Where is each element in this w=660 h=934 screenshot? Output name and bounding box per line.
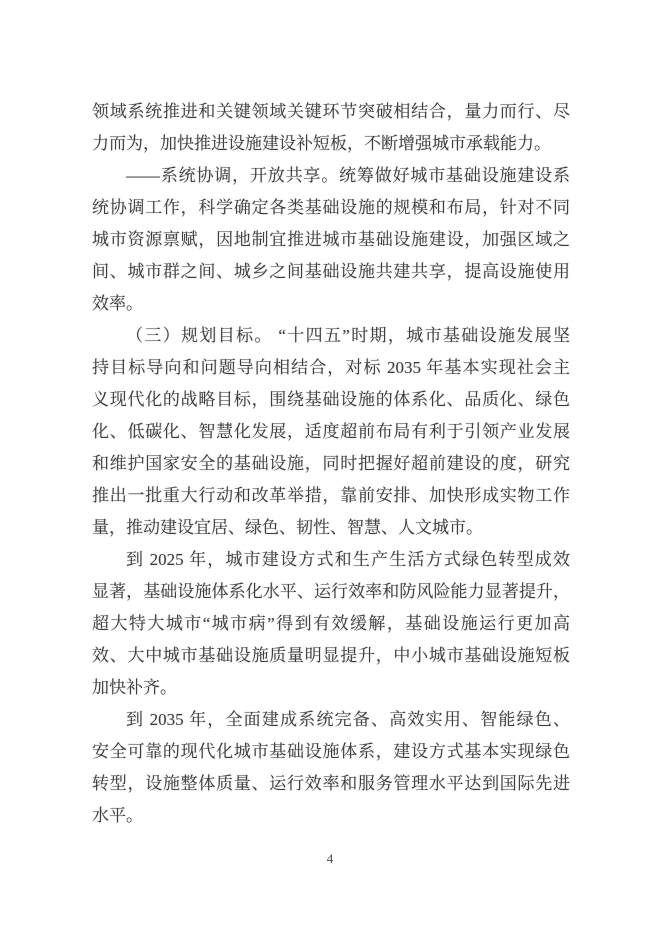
text-line: 安全可靠的现代化城市基础设施体系，建设方式基本实现绿色: [92, 742, 570, 761]
text-line: （三）规划目标。 “十四五”时期，城市基础设施发展坚: [126, 326, 570, 345]
text-line: 间、城市群之间、城乡之间基础设施共建共享，提高设施使用: [92, 262, 570, 281]
page-number: 4: [326, 851, 334, 866]
text-line: 持目标导向和问题导向相结合，对标 2035 年基本实现社会主: [92, 358, 570, 377]
text-line: 推出一批重大行动和改革举措，靠前安排、加快形成实物工作: [92, 486, 570, 505]
text-line: 化、低碳化、智慧化发展，适度超前布局有利于引领产业发展: [92, 422, 570, 441]
text-line: 量，推动建设宜居、绿色、韧性、智慧、人文城市。: [92, 518, 483, 537]
text-line: ——系统协调，开放共享。统筹做好城市基础设施建设系: [126, 166, 570, 185]
text-line: 到 2025 年，城市建设方式和生产生活方式绿色转型成效: [126, 550, 570, 569]
text-line: 统协调工作，科学确定各类基础设施的规模和布局，针对不同: [92, 198, 570, 217]
text-line: 水平。: [92, 806, 143, 825]
text-line: 效率。: [92, 294, 143, 313]
text-line: 转型，设施整体质量、运行效率和服务管理水平达到国际先进: [92, 774, 570, 793]
text-line: 领域系统推进和关键领域关键环节突破相结合，量力而行、尽: [92, 102, 570, 121]
text-line: 加快补齐。: [92, 678, 177, 697]
text-line: 力而为，加快推进设施建设补短板，不断增强城市承载能力。: [92, 134, 551, 153]
text-line: 城市资源禀赋，因地制宜推进城市基础设施建设，加强区域之: [92, 230, 570, 249]
text-line: 超大特大城市“城市病”得到有效缓解，基础设施运行更加高: [92, 614, 570, 633]
text-line: 效、大中城市基础设施质量明显提升，中小城市基础设施短板: [92, 646, 570, 665]
text-line: 义现代化的战略目标，围绕基础设施的体系化、品质化、绿色: [92, 390, 570, 409]
text-line: 到 2035 年，全面建成系统完备、高效实用、智能绿色、: [126, 710, 570, 729]
body-text: [92, 96, 570, 832]
text-line: 和维护国家安全的基础设施，同时把握好超前建设的度，研究: [92, 454, 570, 473]
text-line: 显著，基础设施体系化水平、运行效率和防风险能力显著提升，: [92, 582, 570, 601]
